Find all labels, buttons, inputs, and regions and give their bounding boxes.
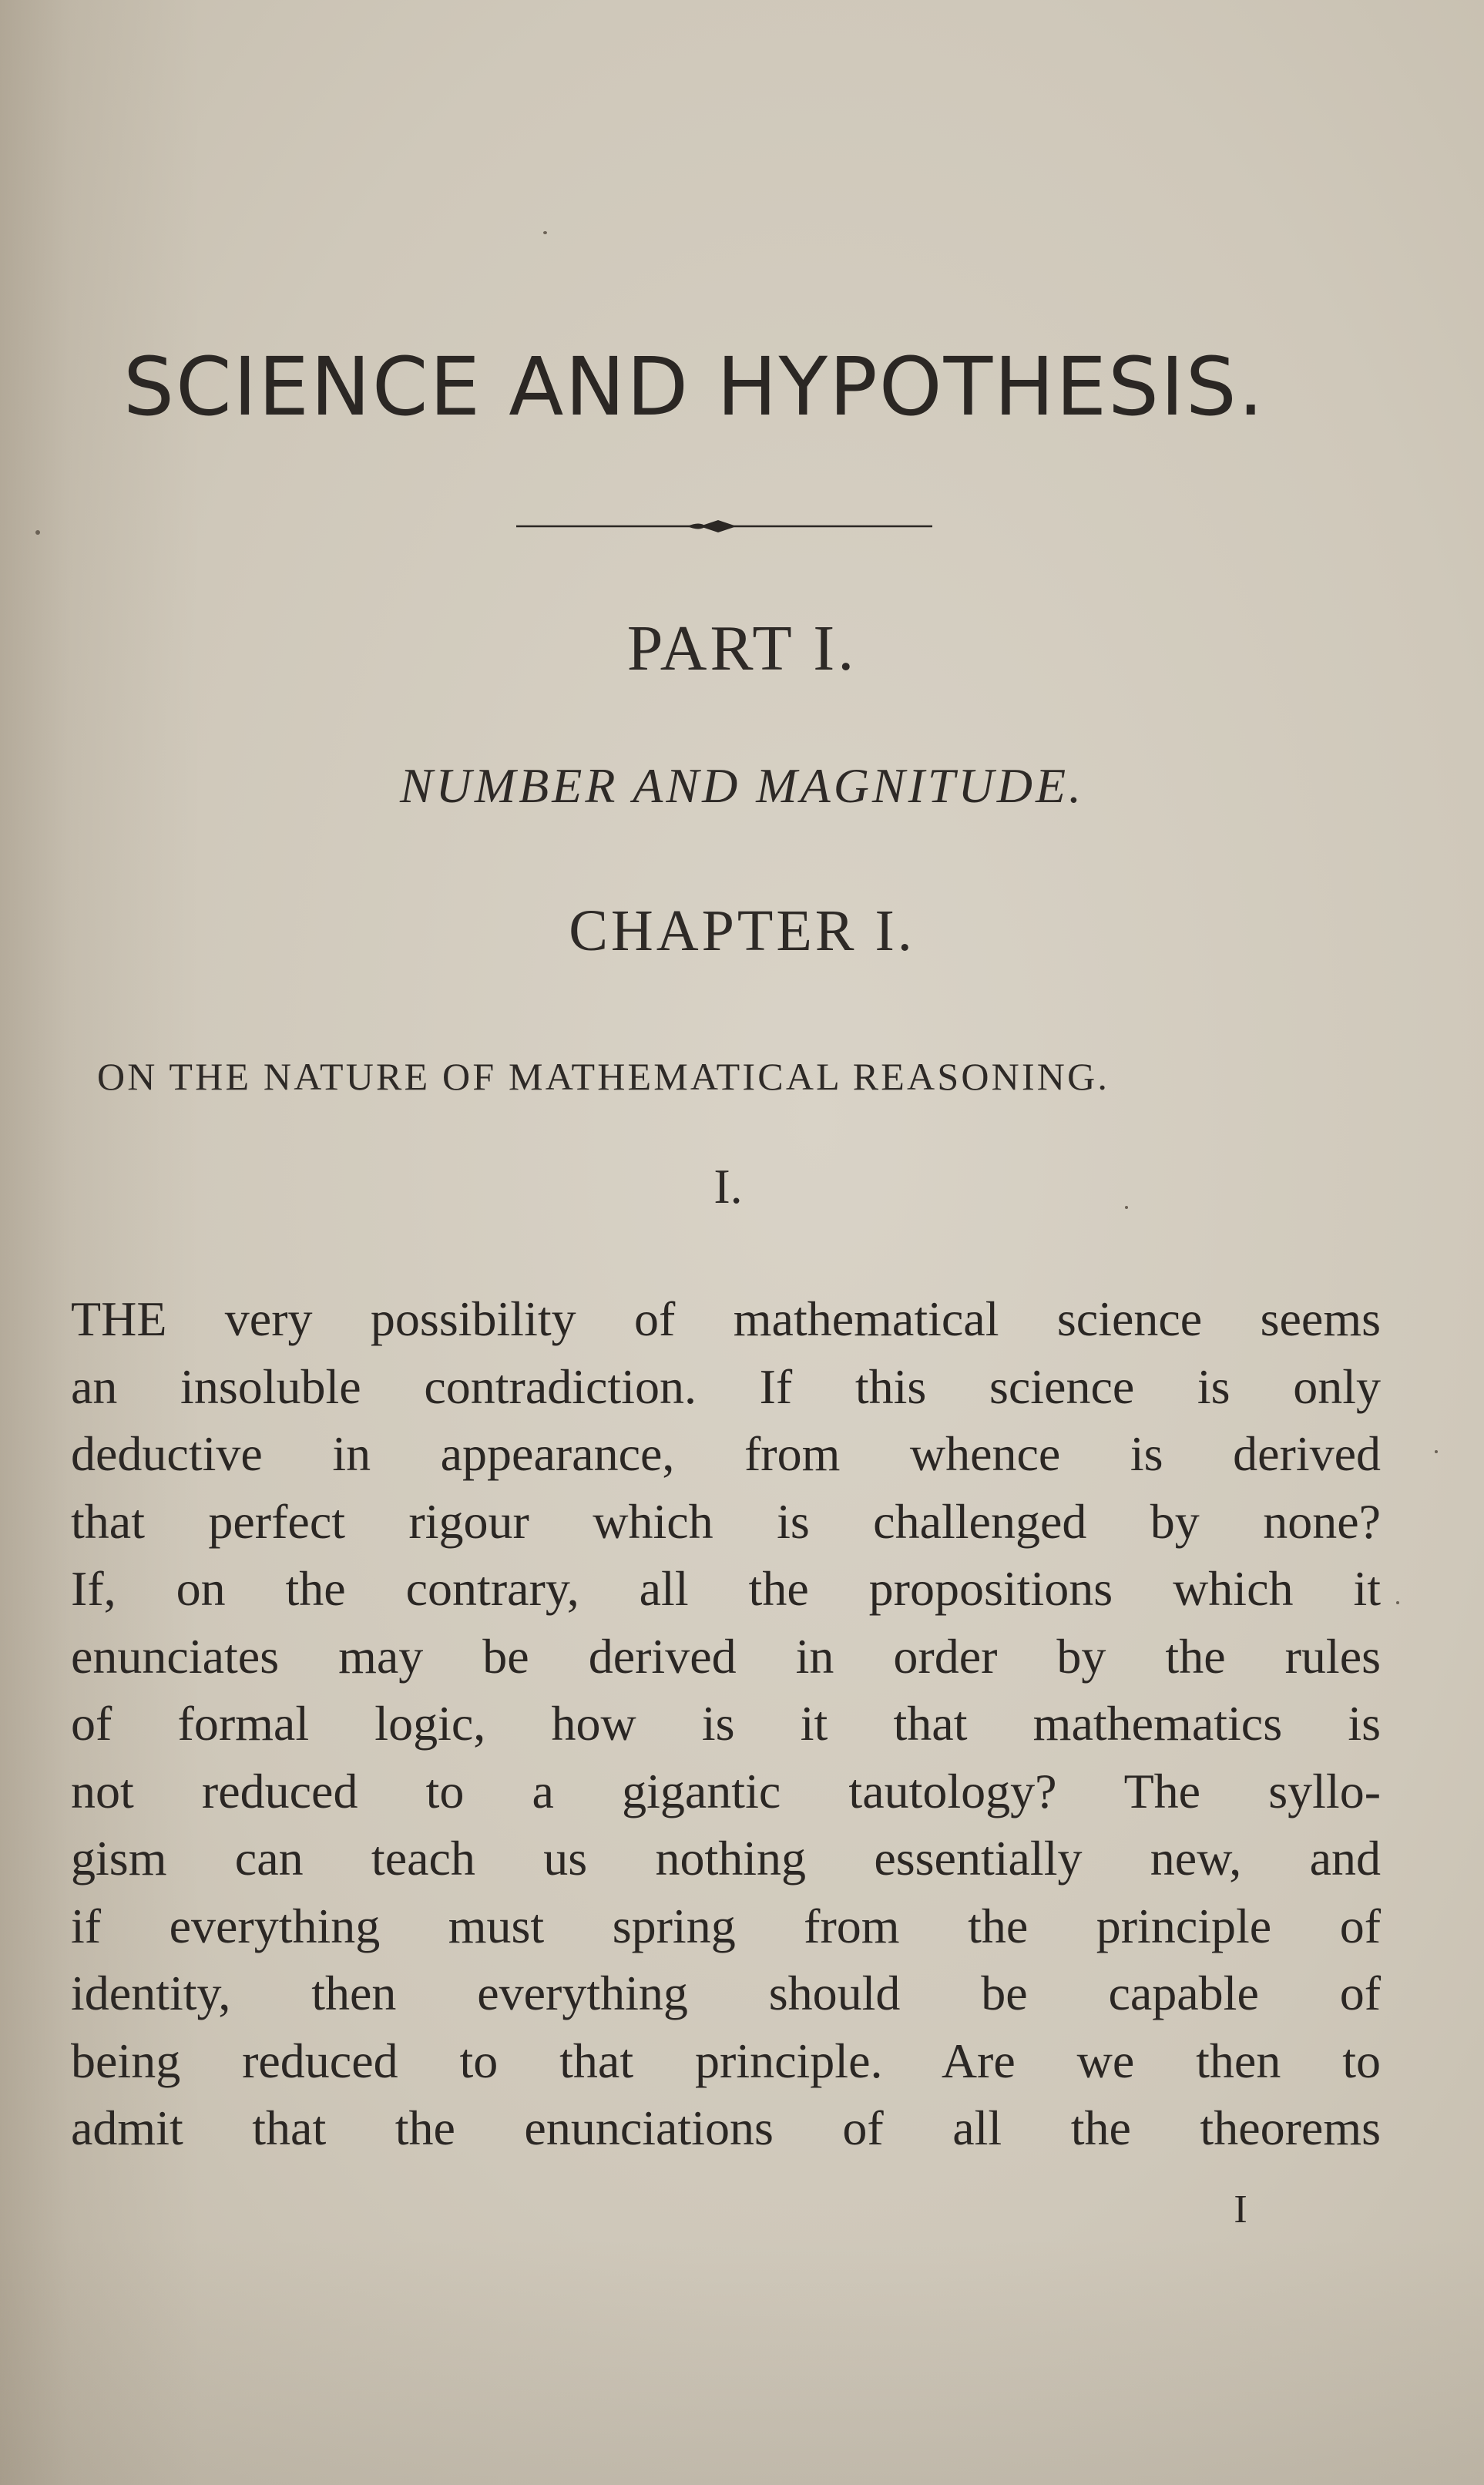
paper-speck	[35, 530, 40, 535]
text-line: not reduced to a gigantic tautology? The syllo-	[71, 1763, 1381, 1818]
chapter-heading: CHAPTER I.	[569, 898, 915, 963]
body-paragraph	[71, 1285, 1381, 2162]
text-line: enunciates may be derived in order by the rules	[71, 1628, 1381, 1684]
paper-speck	[543, 231, 547, 234]
part-heading: PART I.	[626, 613, 858, 684]
text-line: gism can teach us nothing essentially new, and	[71, 1831, 1381, 1886]
paper-speck	[1435, 1450, 1438, 1453]
paper-speck	[1396, 1601, 1399, 1604]
text-line: identity, then everything should be capable of	[71, 1966, 1381, 2020]
text-line: THE very possibility of mathematical science seems	[71, 1291, 1381, 1346]
ornament-divider	[516, 513, 932, 539]
text-line: that perfect rigour which is challenged by none?	[71, 1493, 1381, 1549]
section-number: I.	[713, 1159, 743, 1214]
text-line: If, on the contrary, all the propositions which it	[71, 1561, 1381, 1616]
text-line: being reduced to that principle. Are we then to	[71, 2033, 1381, 2088]
text-line: of formal logic, how is it that mathematics is	[71, 1696, 1381, 1751]
text-line: an insoluble contradiction. If this science is only	[71, 1358, 1381, 1414]
text-line: admit that the enunciations of all the theorems	[71, 2100, 1381, 2155]
text-line: if everything must spring from the principle of	[71, 1898, 1381, 1953]
book-title: SCIENCE AND HYPOTHESIS.	[123, 340, 1265, 434]
chapter-title: ON THE NATURE OF MATHEMATICAL REASONING.	[97, 1055, 1110, 1098]
part-subtitle: NUMBER AND MAGNITUDE.	[399, 758, 1085, 813]
page-folio: I	[1234, 2188, 1247, 2231]
text-line: deductive in appearance, from whence is derived	[71, 1426, 1381, 1481]
